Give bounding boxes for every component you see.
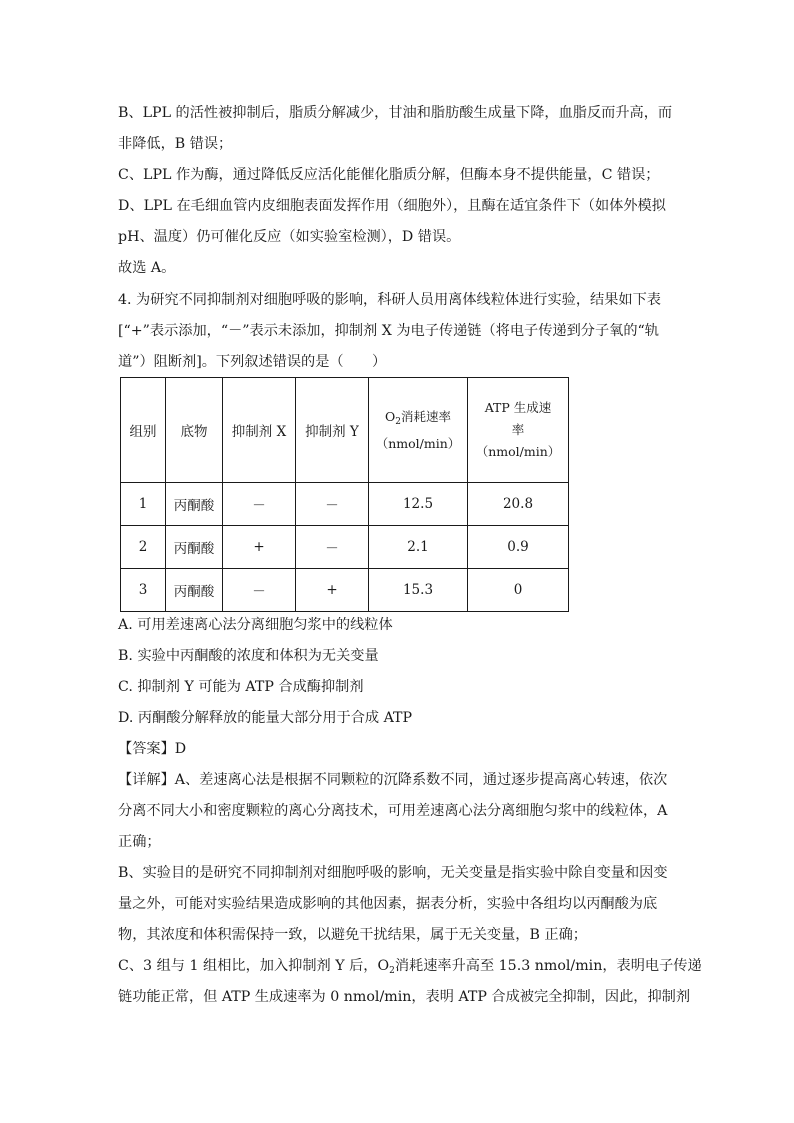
cell-atp-rate: 20.8	[468, 483, 569, 526]
detail-c-sub: 2	[389, 966, 395, 976]
answer-choice: 故选 A。	[118, 260, 176, 276]
cell-o2-rate: 2.1	[369, 526, 468, 569]
detail-b-line1: B、实验目的是研究不同抑制剂对细胞呼吸的影响，无关变量是指实验中除自变量和因变	[118, 865, 668, 881]
detail-a-line3: 正确；	[118, 834, 161, 850]
option-d: D. 丙酮酸分解释放的能量大部分用于合成 ATP	[118, 710, 413, 726]
table-row	[121, 526, 569, 569]
question-4-line2: [“+”表示添加，“－”表示未添加，抑制剂 X 为电子传递链（将电子传递到分子氧的“轨	[118, 323, 659, 339]
cell-substrate: 丙酮酸	[166, 526, 223, 569]
header-atp-rate	[468, 378, 569, 483]
cell-substrate: 丙酮酸	[166, 483, 223, 526]
explanation-d-line1: D、LPL 在毛细血管内皮细胞表面发挥作用（细胞外），且酶在适宜条件下（如体外模拟	[118, 198, 666, 214]
question-4-line1: 4. 为研究不同抑制剂对细胞呼吸的影响，科研人员用离体线粒体进行实验，结果如下表	[118, 292, 661, 308]
detail-a-line1: 【详解】A、差速离心法是根据不同颗粒的沉降系数不同，通过逐步提高离心转速，依次	[118, 772, 668, 788]
cell-inhibitor-y: －	[296, 526, 369, 569]
header-inhibitor-x: 抑制剂 X	[223, 378, 296, 483]
cell-atp-rate: 0	[468, 569, 569, 612]
cell-inhibitor-x: －	[223, 569, 296, 612]
header-atp-unit: （nmol/min）	[475, 444, 561, 459]
cell-inhibitor-y: +	[296, 569, 369, 612]
question-4-line3: 道”）阻断剂]。下列叙述错误的是（ ）	[118, 354, 387, 370]
answer-label: 【答案】D	[118, 741, 187, 757]
header-atp-line2: 率	[511, 422, 525, 437]
explanation-c-line: C、LPL 作为酶，通过降低反应活化能催化脂质分解，但酶本身不提供能量，C 错误；	[118, 167, 660, 183]
explanation-b-line1: B、LPL 的活性被抑制后，脂质分解减少，甘油和脂肪酸生成量下降，血脂反而升高，而	[118, 105, 673, 121]
header-o2-sub: 2	[395, 416, 401, 427]
header-group: 组别	[121, 378, 166, 483]
detail-c-line1	[118, 956, 702, 981]
option-b: B. 实验中丙酮酸的浓度和体积为无关变量	[118, 648, 379, 664]
detail-c-pre: C、3 组与 1 组相比，加入抑制剂 Y 后，O	[118, 958, 390, 974]
cell-group: 3	[121, 569, 166, 612]
explanation-b-line2: 非降低，B 错误；	[118, 136, 233, 152]
option-a: A. 可用差速离心法分离细胞匀浆中的线粒体	[118, 617, 393, 633]
detail-c-line2: 链功能正常，但 ATP 生成速率为 0 nmol/min，表明 ATP 合成被完全抑制，因此，抑制剂	[118, 989, 691, 1005]
cell-inhibitor-x: +	[223, 526, 296, 569]
cell-o2-rate: 12.5	[369, 483, 468, 526]
cell-inhibitor-x: －	[223, 483, 296, 526]
header-substrate: 底物	[166, 378, 223, 483]
detail-c-post: 消耗速率升高至 15.3 nmol/min，表明电子传递	[394, 958, 702, 974]
table-header-row	[121, 378, 569, 483]
header-atp-line1: ATP 生成速	[484, 400, 552, 415]
cell-inhibitor-y: －	[296, 483, 369, 526]
header-o2-pre: O	[385, 408, 396, 424]
detail-b-line3: 物，其浓度和体积需保持一致，以避免干扰结果，属于无关变量，B 正确；	[118, 927, 587, 943]
header-o2-post: 消耗速率	[400, 408, 451, 424]
cell-atp-rate: 0.9	[468, 526, 569, 569]
detail-a-line2: 分离不同大小和密度颗粒的离心分离技术，可用差速离心法分离细胞匀浆中的线粒体，A	[118, 803, 668, 819]
table-row	[121, 483, 569, 526]
header-o2-unit: （nmol/min）	[375, 435, 461, 451]
table-row	[121, 569, 569, 612]
cell-group: 2	[121, 526, 166, 569]
cell-substrate: 丙酮酸	[166, 569, 223, 612]
explanation-d-line2: pH、温度）仍可催化反应（如实验室检测），D 错误。	[118, 229, 461, 245]
cell-o2-rate: 15.3	[369, 569, 468, 612]
results-table	[120, 377, 569, 612]
header-o2-rate	[369, 378, 468, 483]
cell-group: 1	[121, 483, 166, 526]
option-c: C. 抑制剂 Y 可能为 ATP 合成酶抑制剂	[118, 679, 364, 695]
detail-b-line2: 量之外，可能对实验结果造成影响的其他因素，据表分析，实验中各组均以丙酮酸为底	[118, 896, 658, 912]
header-inhibitor-y: 抑制剂 Y	[296, 378, 369, 483]
